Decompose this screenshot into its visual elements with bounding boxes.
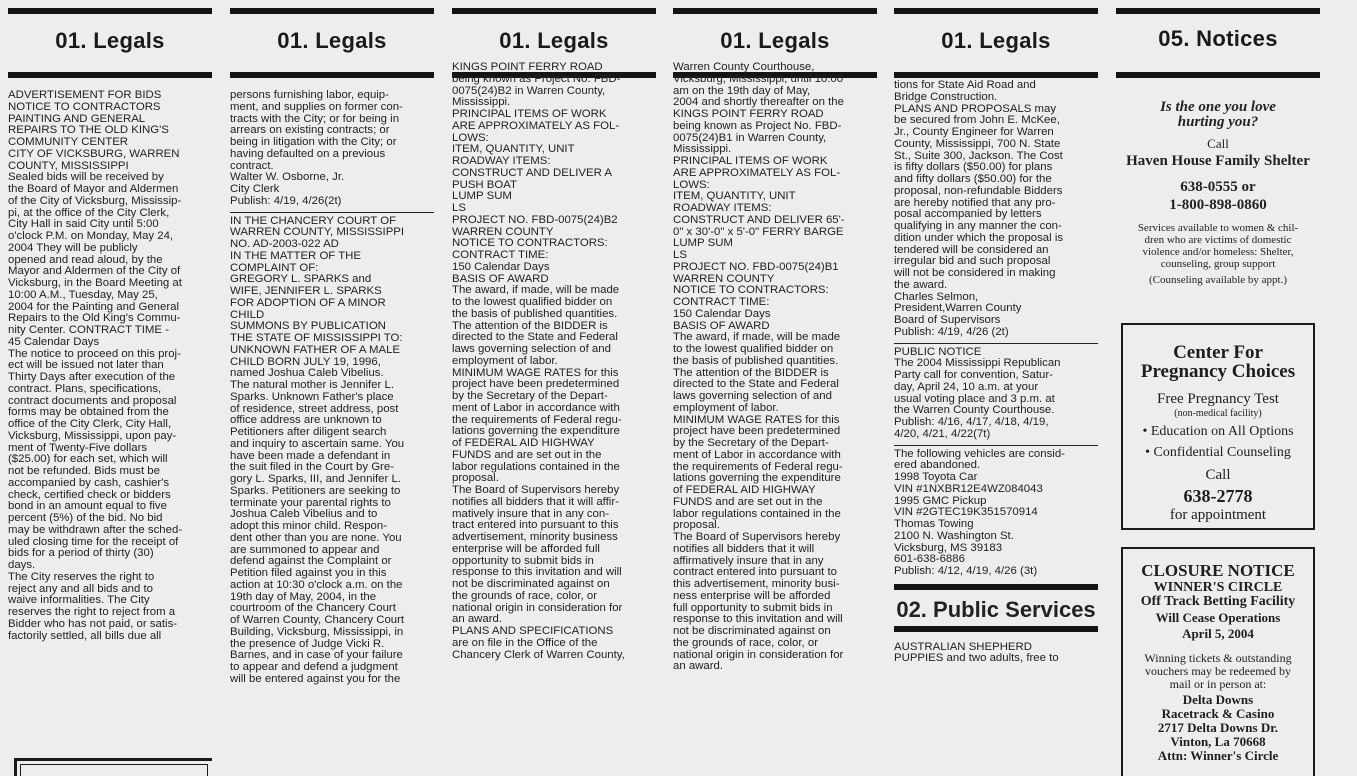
legal-notice-chancery-summons: IN THE CHANCERY COURT OF WARREN COUNTY, MISSISSIPPI NO. AD-2003-022 AD IN THE MATTER OF THE COMPLAINT OF: GREGORY L. SPARKS and WIFE, JENNIFER L. SPARKS FOR ADOPTION OF A MINOR CHILD SUMMONS BY PUBLICATION THE STATE OF MISSISSIPPI TO: UNKNOWN FATHER OF A MALE CHILD BORN JULY 19, 1996, named Joshua Caleb Vibelius. The natural mother is Jennifer L. Sparks. Unknown Father's place of residence, street address, post office address are unknown to Petitioners after diligent search and inquiry to ascertain same. You have been made a defendant in the suit filed in the Court by Gre- gory L. Sparks, III, and Jennifer L. Sparks. Petitioners are seeking to terminate your parental rights to Joshua Caleb Vibelius and to adopt this minor child. Respon- dent other than you are none. You are summoned to appear and defend against the Complaint or Petition filed against you in this action at 10:30 o'clock a.m. on the 19th day of May, 2004, in the courtroom of the Chancery Court of Warren County, Chancery Court Building, Vicksburg, Mississippi, in the presence of Judge Vicki R. Barnes, and in case of your failure to appear and defend a judgment will be entered against you for the xyxy=(230,214,405,685)
section-heading-public-services: 02. Public Services xyxy=(896,596,1096,622)
legal-notice-continued: persons furnishing labor, equip- ment, and supplies on former con- tracts with the City; or for being in arrears on existing contracts; or being in litigation with the City; or having defaulted on a previous contract. Walter W. Osborne, Jr. City Clerk Publish: 4/19, 4/26(2t) xyxy=(230,89,403,207)
header-rule-top xyxy=(452,8,656,14)
header-rule-top xyxy=(8,8,212,14)
notices-column xyxy=(1116,0,1320,776)
legals-column-5 xyxy=(894,0,1098,776)
ad-organization: Haven House Family Shelter xyxy=(1126,153,1310,169)
ad-business-name: WINNER'S CIRCLE xyxy=(1153,580,1283,595)
ad-closure-title: CLOSURE NOTICE xyxy=(1141,561,1295,580)
ad-phone-number: 638-2778 xyxy=(1183,486,1253,506)
ad-phone-numbers: 638-0555 or 1-800-898-0860 xyxy=(1169,179,1267,213)
legal-notice-text xyxy=(452,62,656,661)
notice-divider xyxy=(894,343,1098,344)
public-notice-republican: PUBLIC NOTICE The 2004 Mississippi Republican Party call for convention, Satur- day, April 24, 10 a.m. at your usual voting place and 3 p.m. at the Warren County Courthouse. Publish: 4/16, 4/17, 4/18, 4/19, 4/20, 4/21, 4/22(7t) xyxy=(894,345,1061,440)
public-services-text: AUSTRALIAN SHEPHERD PUPPIES and two adults, free to xyxy=(894,640,1059,665)
notice-divider xyxy=(230,212,434,213)
legal-notice-plans-proposals: tions for State Aid Road and Bridge Construction. PLANS AND PROPOSALS may be secured from John E. McKee, Jr., County Engineer for Warren County, Mississippi, 700 N. State St., Suite 300, Jackson. The Cost is fifty dollars ($50.00) for plans and fifty dollars ($50.00) for the proposal, non-refundable Bidders are hereby notified that any pro- posal accompanied by letters qualifying in any manner the con- dition under which the proposal is tendered will be considered an irregular bid and such proposal will not be considered in making the award. Charles Selmon, President,Warren County Board of Supervisors Publish: 4/19, 4/26 (2t) xyxy=(894,79,1064,338)
column-heading: 01. Legals xyxy=(720,28,830,53)
legal-notice-ferry-b1: Warren County Courthouse, Vicksburg, Mississippi, until 10:00 am on the 19th day of May, 2004 and shortly thereafter on the KINGS POINT FERRY ROAD being known as Project No. FBD- 0075(24)B1 in Warren County, Mississippi. PRINCIPAL ITEMS OF WORK ARE APPROXIMATELY AS FOL- LOWS: ITEM, QUANTITY, UNIT ROADWAY ITEMS: CONSTRUCT AND DELIVER 65'- 0" x 30'-0" x 5'-0" FERRY BARGE LUMP SUM LS PROJECT NO. FBD-0075(24)B1 WARREN COUNTY NOTICE TO CONTRACTORS: CONTRACT TIME: 150 Calendar Days BASIS OF AWARD The award, if made, will be made to the lowest qualified bidder on the basis of published quantities. The attention of the BIDDER is directed to the State and Federal laws governing selection of and employment of labor. MINIMUM WAGE RATES for this project have been predetermined by the Secretary of the Depart- ment of Labor in accordance with the requirements of Federal regu- lations governing the expenditure of FEDERAL AID HIGHWAY FUNDS and are set out in the labor regulations contained in the proposal. The Board of Supervisors hereby notifies all bidders that it will affirmatively insure that in any contract entered into pursuant to this advertisement, minority busi- ness enterprise will be afforded full opportunity to submit bids in response to this invitation and will not be discriminated against on the grounds of race, color, or national origin in consideration for an award. xyxy=(673,61,845,673)
header-rule-bottom xyxy=(894,72,1098,78)
ad-closure-date: April 5, 2004 xyxy=(1182,626,1254,641)
ad-option-counseling: • Confidential Counseling xyxy=(1145,445,1291,460)
ad-title-line-1: Center For xyxy=(1173,342,1263,363)
header-rule-bottom xyxy=(230,72,434,78)
ad-free-test: Free Pregnancy Test xyxy=(1157,391,1279,407)
legals-column-1 xyxy=(8,0,212,776)
header-rule-top xyxy=(1116,8,1320,14)
ad-business-type: Off Track Betting Facility xyxy=(1140,594,1296,609)
ad-cease-notice: Will Cease Operations xyxy=(1155,610,1281,625)
ad-option-education: • Education on All Options xyxy=(1142,424,1294,439)
closure-notice-ad xyxy=(1121,547,1315,776)
haven-house-ad xyxy=(1116,100,1320,286)
legal-notice-bids-painting: ADVERTISEMENT FOR BIDS NOTICE TO CONTRACTORS PAINTING AND GENERAL REPAIRS TO THE OLD KING'S COMMUNITY CENTER CITY OF VICKSBURG, WARREN COUNTY, MISSISSIPPI Sealed bids will be received by the Board of Mayor and Aldermen of the City of Vicksburg, Mississip- pi, at the office of the City Clerk, City Hall in said City until 5:00 o'clock P.M. on Monday, May 24, 2004 They will be publicly opened and read aloud, by the Mayor and Aldermen of the City of Vicksburg, in the Board Meeting at 10:00 A.M., Tuesday, May 25, 2004 for the Painting and General Repairs to the Old King's Commu- nity Center. CONTRACT TIME - 45 Calendar Days The notice to proceed on this proj- ect will be issued not later than Thirty Days after execution of the contract. Plans, specifications, contract documents and proposal forms may be obtained from the office of the City Clerk, City Hall, Vicksburg, Mississippi, upon pay- ment of Twenty-Five dollars ($25.00) for each set, which will not be refunded. Bids must be accompanied by cash, cashier's check, certified check or bidders bond in an amount equal to five percent (5%) of the bid. No bid may be withdrawn after the sched- uled closing time for the receipt of bids for a period of thirty (30) days. The City reserves the right to reject any and all bids and to waive informalities. The City reserves the right to reject from a Bidder who has not paid, or satis- factorily settled, all bills due all xyxy=(8,89,183,642)
legal-notice-text xyxy=(673,62,877,673)
legal-notice-text xyxy=(230,90,434,686)
pregnancy-choices-ad xyxy=(1121,323,1315,530)
ad-non-medical: (non-medical facility) xyxy=(1174,408,1262,419)
notice-divider xyxy=(894,445,1098,446)
ad-appointment-note: (Counseling available by appt.) xyxy=(1148,274,1288,286)
column-heading: 01. Legals xyxy=(277,28,387,53)
header-rule-top xyxy=(894,8,1098,14)
ad-address: Delta Downs Racetrack & Casino 2717 Delta Downs Dr. Vinton, La 70668 Attn: Winner's Circle xyxy=(1157,692,1279,763)
ad-appointment-note: for appointment xyxy=(1169,507,1267,523)
header-rule-bottom xyxy=(1116,72,1320,78)
legals-column-3 xyxy=(452,0,656,776)
column-heading: 01. Legals xyxy=(55,28,165,53)
column-heading: 01. Legals xyxy=(941,28,1051,53)
ad-redeem-info: Winning tickets & outstanding vouchers may be redeemed by mail or in person at: xyxy=(1144,651,1292,691)
section-rule-top xyxy=(894,584,1098,590)
ad-call-label: Call xyxy=(1205,467,1231,483)
header-rule-top xyxy=(673,8,877,14)
legals-column-4 xyxy=(673,0,877,776)
ad-title-line-2: Pregnancy Choices xyxy=(1140,361,1296,382)
legals-column-2 xyxy=(230,0,434,776)
ad-box-inner-frame xyxy=(20,764,208,776)
header-rule-bottom xyxy=(8,72,212,78)
legal-notice-text xyxy=(894,80,1098,665)
legal-notice-text xyxy=(8,90,212,642)
section-rule-bottom xyxy=(894,626,1098,632)
ad-services: Services available to women & chil- dren who are victims of domestic violence and/or homeless: Shelter, counseling, group support xyxy=(1137,222,1299,270)
header-rule-top xyxy=(230,8,434,14)
ad-question: Is the one you love hurting you? xyxy=(1160,99,1276,130)
column-heading: 01. Legals xyxy=(499,28,609,53)
ad-call-label: Call xyxy=(1207,136,1229,151)
legal-notice-ferry-b2: KINGS POINT FERRY ROAD being known as Project No. FBD- 0075(24)B2 in Warren County, Mississippi. PRINCIPAL ITEMS OF WORK ARE APPROXIMATELY AS FOL- LOWS: ITEM, QUANTITY, UNIT ROADWAY ITEMS: CONSTRUCT AND DELIVER A PUSH BOAT LUMP SUM LS PROJECT NO. FBD-0075(24)B2 WARREN COUNTY NOTICE TO CONTRACTORS: CONTRACT TIME: 150 Calendar Days BASIS OF AWARD The award, if made, will be made to the lowest qualified bidder on the basis of published quantities. The attention of the BIDDER is directed to the State and Federal laws governing selection of and employment of labor. MINIMUM WAGE RATES for this project have been predetermined by the Secretary of the Depart- ment of Labor in accordance with the requirements of Federal regu- lations governing the expenditure of FEDERAL AID HIGHWAY FUNDS and are set out in the labor regulations contained in the proposal. The Board of Supervisors hereby notifies all bidders that it will affir- matively insure that in any con- tract entered into pursuant to this advertisement, minority business enterprise will be afforded full opportunity to submit bids in response to this invitation and will not be discriminated against on the grounds of race, color, or national origin in consideration for an award. PLANS AND SPECIFICATIONS are on file in the Office of the Chancery Clerk of Warren County, xyxy=(452,61,625,661)
abandoned-vehicles-notice: The following vehicles are consid- ered abandoned. 1998 Toyota Car VIN #1NXBR12E4WZ084043 1995 GMC Pickup VIN #2GTEC19K351570914 Thomas Towing 2100 N. Washington St. Vicksburg, MS 39183 601-638-6886 Publish: 4/12, 4/19, 4/26 (3t) xyxy=(894,447,1065,577)
column-heading: 05. Notices xyxy=(1158,26,1278,51)
